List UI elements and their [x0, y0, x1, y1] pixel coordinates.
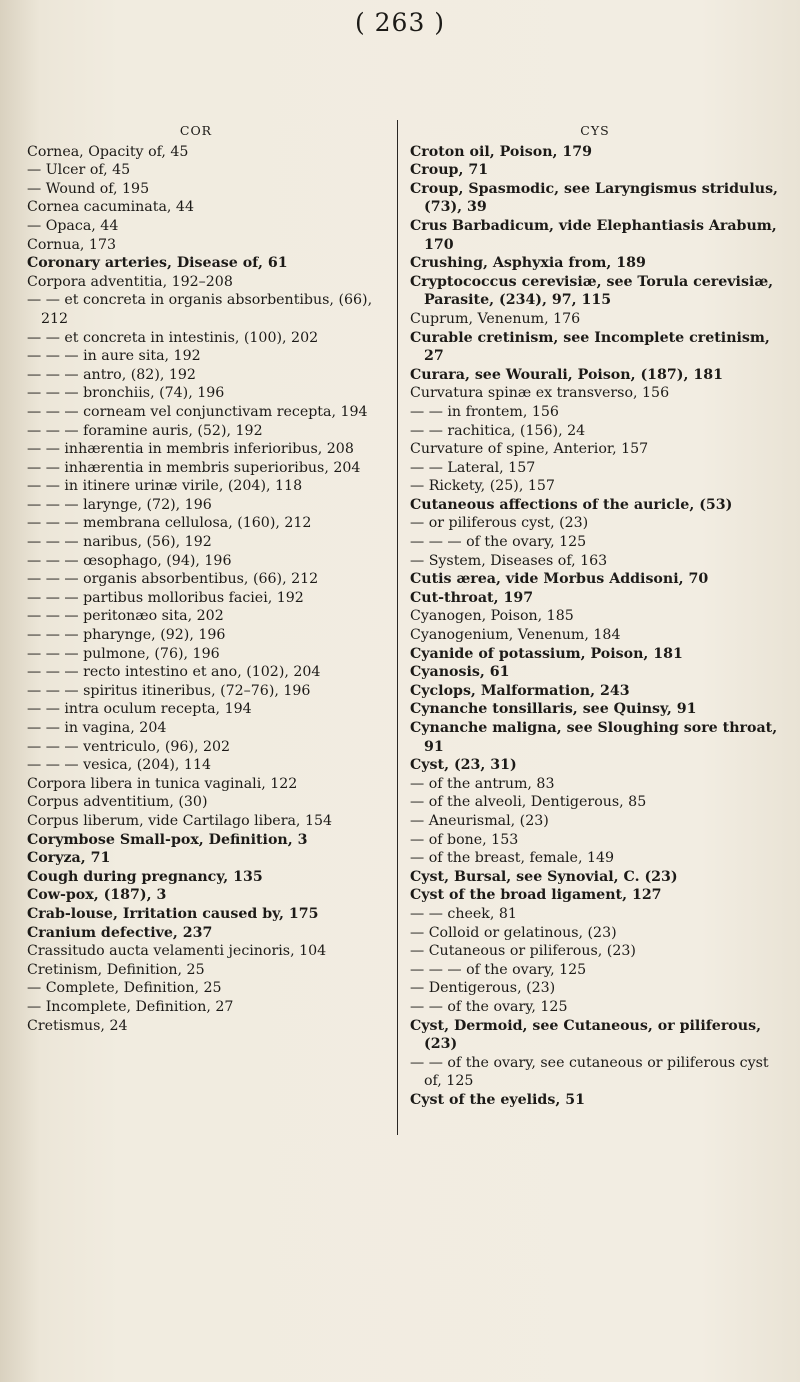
index-entry: — of the breast, female, 149: [410, 850, 615, 867]
index-entry: — Aneurismal, (23): [410, 812, 549, 829]
index-entry: Corymbose Small-pox, Definition, 3: [27, 831, 308, 848]
index-entry: — — — peritonæo sita, 202: [27, 608, 224, 625]
index-entry: Cornea, Opacity of, 45: [27, 143, 189, 160]
index-entry: Cynanche maligna, see Sloughing sore throat, 91: [410, 720, 778, 755]
index-entry: — or piliferous cyst, (23): [410, 515, 589, 532]
index-entry: Curvatura spinæ ex transverso, 156: [410, 385, 670, 402]
index-entry: Cyst of the eyelids, 51: [410, 1091, 585, 1108]
right-guide-word: CYS: [580, 123, 610, 138]
index-entry: — — — ventriculo, (96), 202: [27, 738, 231, 755]
index-entry: — of the alveoli, Dentigerous, 85: [410, 794, 647, 811]
index-entry: Cow-pox, (187), 3: [27, 887, 167, 904]
index-entry: — — of the ovary, 125: [410, 998, 568, 1015]
index-entry: Cretismus, 24: [27, 1017, 128, 1034]
column-divider: [397, 120, 398, 1135]
index-entry: — Opaca, 44: [27, 217, 119, 234]
index-entry: — — in frontem, 156: [410, 403, 559, 420]
index-entry: Cyclops, Malformation, 243: [410, 682, 630, 699]
right-entry-list: [410, 143, 780, 1110]
index-entry: — — — spiritus itineribus, (72–76), 196: [27, 682, 311, 699]
index-entry: Cyst, (23, 31): [410, 757, 517, 774]
index-entry: — Rickety, (25), 157: [410, 478, 555, 495]
index-entry: Cryptococcus cerevisiæ, see Torula cerevisiæ, Parasite, (234), 97, 115: [410, 273, 774, 309]
index-entry: — — — organis absorbentibus, (66), 212: [27, 571, 319, 588]
index-entry: — — — foramine auris, (52), 192: [27, 422, 263, 439]
index-entry: — — — membrana cellulosa, (160), 212: [27, 515, 312, 532]
left-entry-list: [27, 143, 377, 1036]
index-entry: Crassitudo aucta velamenti jecinoris, 104: [27, 943, 327, 960]
index-entry: Cyst, Bursal, see Synovial, C. (23): [410, 868, 678, 885]
index-entry: Cut-throat, 197: [410, 589, 534, 606]
index-entry: Cyanogen, Poison, 185: [410, 608, 574, 625]
index-entry: Cough during pregnancy, 135: [27, 868, 263, 885]
left-column: [27, 122, 377, 1035]
index-entry: Croup, Spasmodic, see Laryngismus stridulus, (73), 39: [410, 180, 778, 216]
index-entry: Cyst of the broad ligament, 127: [410, 887, 662, 904]
index-entry: Crushing, Asphyxia from, 189: [410, 255, 646, 272]
index-entry: — Colloid or gelatinous, (23): [410, 924, 617, 941]
index-entry: — — — in aure sita, 192: [27, 348, 201, 365]
index-entry: — — et concreta in organis absorbentibus, (66), 212: [27, 292, 373, 327]
index-entry: Crab-louse, Irritation caused by, 175: [27, 905, 319, 922]
index-entry: Cyanogenium, Venenum, 184: [410, 627, 621, 644]
index-entry: — — — œsophago, (94), 196: [27, 552, 232, 569]
index-entry: — — — partibus molloribus faciei, 192: [27, 589, 304, 606]
index-entry: Crus Barbadicum, vide Elephantiasis Arabum, 170: [410, 217, 777, 253]
index-entry: — — et concreta in intestinis, (100), 202: [27, 329, 319, 346]
index-entry: Cuprum, Venenum, 176: [410, 310, 581, 327]
index-entry: — — — corneam vel conjunctivam recepta, 194: [27, 403, 368, 420]
index-entry: — — in vagina, 204: [27, 720, 167, 736]
index-entry: — — — larynge, (72), 196: [27, 496, 212, 513]
index-entry: — Dentigerous, (23): [410, 980, 556, 997]
index-entry: — Cutaneous or piliferous, (23): [410, 943, 636, 960]
index-entry: — — cheek, 81: [410, 905, 517, 922]
right-column: [410, 122, 780, 1109]
index-entry: — — — of the ovary, 125: [410, 961, 587, 978]
left-guide-word: COR: [179, 123, 213, 138]
index-entry: Cornua, 173: [27, 236, 117, 253]
page-number: ( 263 ): [354, 8, 446, 37]
index-entry: — — — vesica, (204), 114: [27, 757, 211, 774]
index-entry: — — — bronchiis, (74), 196: [27, 385, 225, 402]
index-entry: Curara, see Wourali, Poison, (187), 181: [410, 366, 723, 383]
index-entry: — — — pharynge, (92), 196: [27, 627, 226, 644]
index-entry: Corpus adventitium, (30): [27, 794, 208, 811]
index-entry: Corpora adventitia, 192–208: [27, 273, 233, 290]
index-entry: Cyanosis, 61: [410, 664, 510, 681]
index-entry: Cyanide of potassium, Poison, 181: [410, 645, 683, 662]
index-entry: — Ulcer of, 45: [27, 162, 131, 179]
index-entry: Cranium defective, 237: [27, 924, 213, 941]
index-entry: — Incomplete, Definition, 27: [27, 998, 234, 1015]
index-entry: Coronary arteries, Disease of, 61: [27, 255, 288, 272]
index-entry: Coryza, 71: [27, 850, 111, 867]
index-entry: Curvature of spine, Anterior, 157: [410, 441, 649, 458]
index-entry: Corpus liberum, vide Cartilago libera, 154: [27, 812, 333, 829]
index-entry: — — rachitica, (156), 24: [410, 422, 586, 439]
index-entry: — — Lateral, 157: [410, 459, 536, 476]
index-entry: — — — antro, (82), 192: [27, 366, 196, 383]
index-entry: Croup, 71: [410, 162, 489, 179]
index-entry: — — in itinere urinæ virile, (204), 118: [27, 478, 303, 495]
index-entry: — — of the ovary, see cutaneous or piliferous cyst of, 125: [410, 1054, 769, 1090]
index-entry: — — inhærentia in membris superioribus, 204: [27, 459, 361, 476]
index-entry: Cretinism, Definition, 25: [27, 961, 205, 978]
index-entry: — — intra oculum recepta, 194: [27, 701, 252, 718]
index-entry: — Complete, Definition, 25: [27, 980, 222, 997]
index-entry: — System, Diseases of, 163: [410, 552, 608, 569]
index-entry: — of bone, 153: [410, 831, 519, 848]
index-entry: Cutis ærea, vide Morbus Addisoni, 70: [410, 571, 709, 588]
index-entry: Cynanche tonsillaris, see Quinsy, 91: [410, 701, 697, 718]
index-entry: — — — naribus, (56), 192: [27, 534, 212, 551]
index-entry: — — inhærentia in membris inferioribus, 208: [27, 441, 354, 458]
index-entry: Curable cretinism, see Incomplete cretinism, 27: [410, 329, 770, 365]
index-entry: Cutaneous affections of the auricle, (53): [410, 496, 733, 513]
index-entry: — — — recto intestino et ano, (102), 204: [27, 664, 321, 681]
index-entry: Cornea cacuminata, 44: [27, 199, 194, 216]
index-entry: — of the antrum, 83: [410, 775, 555, 792]
index-entry: — Wound of, 195: [27, 180, 150, 197]
index-entry: — — — of the ovary, 125: [410, 534, 587, 551]
index-entry: — — — pulmone, (76), 196: [27, 645, 220, 662]
index-entry: Cyst, Dermoid, see Cutaneous, or piliferous, (23): [410, 1017, 762, 1053]
index-entry: Corpora libera in tunica vaginali, 122: [27, 775, 298, 792]
index-entry: Croton oil, Poison, 179: [410, 143, 593, 160]
